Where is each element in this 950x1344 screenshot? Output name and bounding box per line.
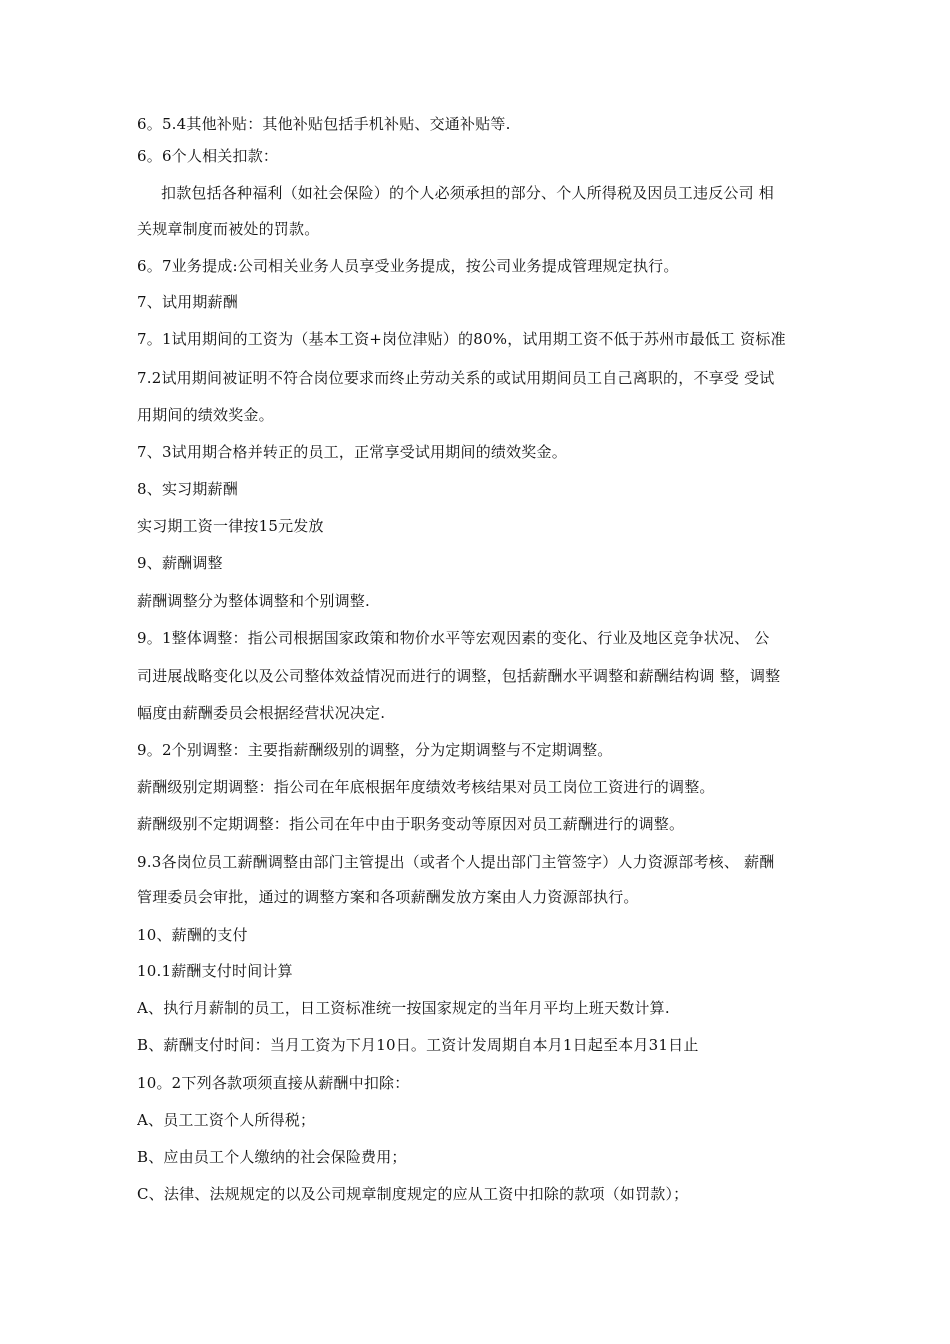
text-line: 7.2试用期间被证明不符合岗位要求而终止劳动关系的或试用期间员工自己离职的，不享受 受试: [137, 369, 775, 387]
text-line: 10.1薪酬支付时间计算: [137, 962, 293, 980]
section-heading: 10、薪酬的支付: [137, 926, 248, 944]
section-heading: 8、实习期薪酬: [137, 480, 238, 498]
text-line: 薪酬调整分为整体调整和个别调整.: [137, 592, 370, 610]
text-line: C、法律、法规规定的以及公司规章制度规定的应从工资中扣除的款项（如罚款）；: [137, 1185, 689, 1203]
text-line: 6。5.4其他补贴：其他补贴包括手机补贴、交通补贴等.: [137, 115, 511, 133]
text-line: 实习期工资一律按15元发放: [137, 517, 324, 535]
text-line: 9。2个别调整：主要指薪酬级别的调整，分为定期调整与不定期调整。: [137, 741, 613, 759]
text-line: 薪酬级别不定期调整：指公司在年中由于职务变动等原因对员工薪酬进行的调整。: [137, 815, 685, 833]
text-line: 幅度由薪酬委员会根据经营状况决定.: [137, 704, 386, 722]
section-heading: 7、试用期薪酬: [137, 293, 238, 311]
text-line: 司进展战略变化以及公司整体效益情况而进行的调整，包括薪酬水平调整和薪酬结构调 整，调整: [137, 667, 781, 685]
text-line: 7、3试用期合格并转正的员工，正常享受试用期间的绩效奖金。: [137, 443, 567, 461]
text-line: 扣款包括各种福利（如社会保险）的个人必须承担的部分、个人所得税及因员工违反公司 相: [161, 184, 774, 202]
text-line: 用期间的绩效奖金。: [137, 406, 274, 424]
text-line: 6。6个人相关扣款：: [137, 147, 279, 165]
text-line: 7。1试用期间的工资为（基本工资+岗位津贴）的80%，试用期工资不低于苏州市最低工 资标准: [137, 330, 786, 348]
text-line: 关规章制度而被处的罚款。: [137, 220, 320, 238]
text-line: 9.3各岗位员工薪酬调整由部门主管提出（或者个人提出部门主管签字）人力资源部考核、 薪酬: [137, 853, 775, 871]
text-line: B、应由员工个人缴纳的社会保险费用；: [137, 1148, 407, 1166]
text-line: A、执行月薪制的员工，日工资标准统一按国家规定的当年月平均上班天数计算.: [137, 999, 670, 1017]
text-line: A、员工工资个人所得税；: [137, 1111, 316, 1129]
section-heading: 9、薪酬调整: [137, 554, 223, 572]
text-line: B、薪酬支付时间：当月工资为下月10日。工资计发周期自本月1日起至本月31日止: [137, 1036, 699, 1054]
text-line: 6。7业务提成:公司相关业务人员享受业务提成，按公司业务提成管理规定执行。: [137, 257, 679, 275]
text-line: 9。1整体调整：指公司根据国家政策和物价水平等宏观因素的变化、行业及地区竞争状况、 公: [137, 629, 770, 647]
text-line: 管理委员会审批，通过的调整方案和各项薪酬发放方案由人力资源部执行。: [137, 888, 639, 906]
text-line: 薪酬级别定期调整：指公司在年底根据年度绩效考核结果对员工岗位工资进行的调整。: [137, 778, 715, 796]
text-line: 10。2下列各款项须直接从薪酬中扣除：: [137, 1074, 410, 1092]
